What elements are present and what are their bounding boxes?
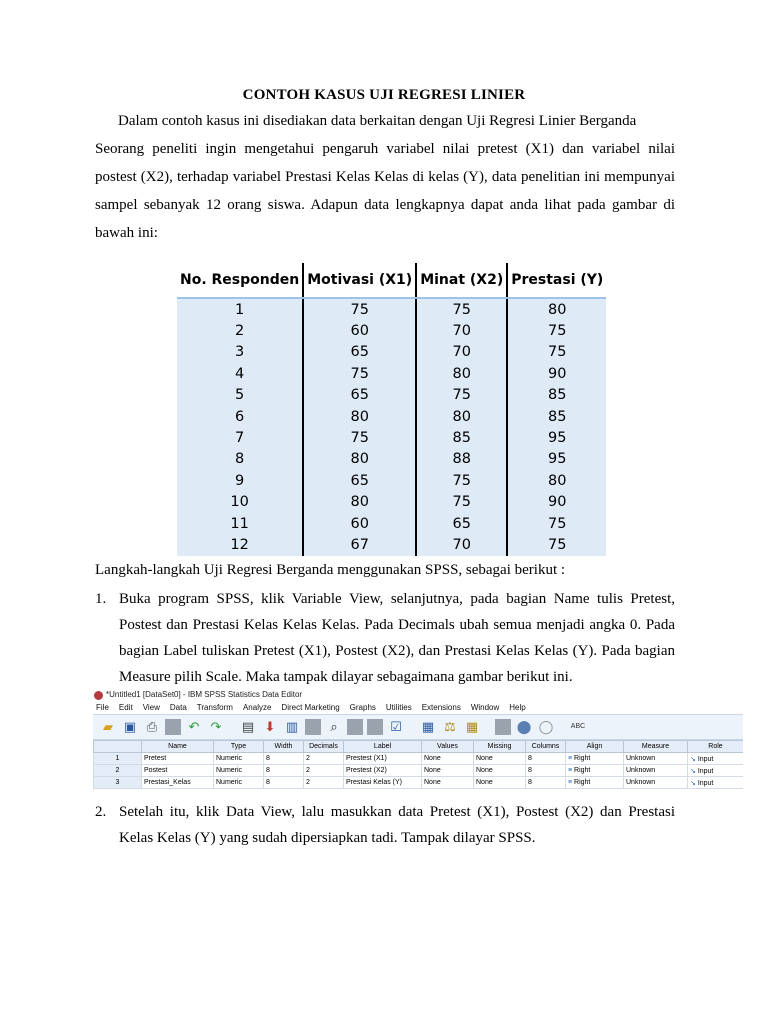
spss-cell[interactable] [566,777,624,789]
table-cell: 75 [507,534,606,555]
spss-column-header[interactable]: Measure [624,741,688,753]
spss-cell[interactable]: None [422,765,474,777]
table-cell: 80 [303,492,416,513]
spss-cell[interactable]: 8 [526,753,566,765]
spss-column-header[interactable]: Role [688,741,744,753]
spss-row [94,765,744,777]
table-cell: 6 [177,406,303,427]
spss-cell[interactable]: None [422,777,474,789]
table-cell: 10 [177,492,303,513]
table-cell: 65 [303,385,416,406]
spss-cell-text: Input [697,767,714,775]
table-cell: 95 [507,449,606,470]
table-cell: 70 [416,320,507,341]
spss-cell[interactable]: 8 [526,777,566,789]
table-cell: 80 [416,363,507,384]
use-sets-icon[interactable]: ▦ [465,719,479,734]
table-cell: 75 [507,342,606,363]
table-row [177,513,606,534]
steps-intro: Langkah-langkah Uji Regresi Berganda menggunakan SPSS, sebagai berikut : [95,562,566,578]
table-cell: 70 [416,342,507,363]
step-line: Measure pilih Scale. Maka tampak dilayar sebagaimana gambar berikut ini. [119,669,573,685]
table-cell: 80 [507,470,606,491]
spss-cell[interactable]: Unknown [624,777,688,789]
spss-column-header[interactable]: Missing [474,741,526,753]
spss-cell[interactable]: 2 [304,753,344,765]
data-table-header-row [177,263,606,298]
table-cell: 85 [507,385,606,406]
table-row [177,470,606,491]
spss-app-icon [94,691,103,700]
spss-cell[interactable] [566,765,624,777]
spss-menu-item[interactable]: Utilities [385,703,412,712]
spss-cell[interactable]: Unknown [624,753,688,765]
spss-cell-text: Input [697,755,714,763]
variables-icon[interactable]: ▥ [285,719,299,734]
spss-cell[interactable]: Numeric [214,753,264,765]
document-title: CONTOH KASUS UJI REGRESI LINIER [242,87,526,103]
intro-line: Seorang peneliti ingin mengetahui pengaruh variabel nilai pretest (X1) dan variabel nilai [95,141,675,157]
role-input-icon: ↘ [690,755,698,763]
spss-cell[interactable]: 8 [526,765,566,777]
spss-cell[interactable]: 8 [264,753,304,765]
spss-cell[interactable]: Unknown [624,765,688,777]
spss-menu-item[interactable]: Data [169,703,187,712]
table-cell: 65 [303,470,416,491]
insert-cases-icon[interactable]: ⌕ [330,719,338,734]
table-cell: 4 [177,363,303,384]
table-cell: 5 [177,385,303,406]
table-cell: 8 [177,449,303,470]
spss-cell[interactable] [688,777,744,789]
spss-cell[interactable]: 8 [264,765,304,777]
align-right-icon: ≡ [568,755,575,762]
spss-column-header[interactable]: Columns [526,741,566,753]
spss-variable-view-table [93,740,743,789]
spss-cell[interactable]: None [474,765,526,777]
table-cell: 75 [303,427,416,448]
intro-line: sampel sebanyak 12 orang siswa. Adapun data lengkapnya dapat anda lihat pada gambar di [95,197,675,213]
header-prestasi: Prestasi (Y) [507,263,606,298]
table-row [177,385,606,406]
split-file-icon[interactable] [367,719,383,735]
table-cell: 65 [416,513,507,534]
spss-cell[interactable]: Numeric [214,777,264,789]
step-number: 2. [95,804,107,820]
spss-cell[interactable]: 8 [264,777,304,789]
step-line: Setelah itu, klik Data View, lalu masukkan data Pretest (X1), Postest (X2) dan Prestasi [119,804,675,820]
table-cell: 12 [177,534,303,555]
spss-row-number[interactable]: 3 [94,777,142,789]
spss-cell-text: Right [574,779,591,786]
step-number: 1. [95,591,107,607]
spss-menubar [93,702,743,714]
table-cell: 85 [416,427,507,448]
table-cell: 75 [416,470,507,491]
spss-menu-item[interactable]: Help [509,703,526,712]
table-row [177,427,606,448]
step-line: Kelas Kelas (Y) yang sudah dipersiapkan tadi. Tampak dilayar SPSS. [119,830,536,846]
spss-cell[interactable]: None [422,753,474,765]
spss-cell[interactable]: Postest [142,765,214,777]
spss-menu-item[interactable]: Extensions [421,703,461,712]
table-cell: 75 [507,320,606,341]
spss-menu-item[interactable]: Graphs [349,703,376,712]
weight-cases-icon[interactable]: ☑ [390,719,402,734]
intro-line: Dalam contoh kasus ini disediakan data berkaitan dengan Uji Regresi Linier Berganda [118,113,637,129]
table-cell: 70 [416,534,507,555]
table-cell: 80 [303,449,416,470]
spss-header-row [94,741,744,753]
table-cell: 75 [507,513,606,534]
spss-cell[interactable] [688,765,744,777]
step-line: Buka program SPSS, klik Variable View, selanjutnya, pada bagian Name tulis Pretest, [119,591,675,607]
table-row [177,298,606,320]
spss-column-header[interactable]: Values [422,741,474,753]
table-row [177,320,606,341]
step-line: Postest dan Prestasi Kelas Kelas Kelas. Pada Decimals ubah semua menjadi angka 0. Pada [119,617,675,633]
table-cell: 75 [416,492,507,513]
role-input-icon: ↘ [690,767,698,775]
goto-variable-icon[interactable]: ⬇ [264,719,276,734]
header-no-responden: No. Responden [177,263,303,298]
redo-icon[interactable]: ↷ [210,719,222,734]
spell-check-icon[interactable]: ABC [570,723,586,730]
spss-cell[interactable]: Prestest (X1) [344,753,422,765]
table-row [177,406,606,427]
spss-cell[interactable]: Numeric [214,765,264,777]
table-cell: 11 [177,513,303,534]
spss-menu-item[interactable]: Analyze [242,703,272,712]
table-row [177,363,606,384]
table-cell: 9 [177,470,303,491]
table-cell: 60 [303,320,416,341]
spss-row [94,777,744,789]
spss-column-header[interactable]: Width [264,741,304,753]
spss-menu-item[interactable]: View [142,703,160,712]
insert-variable-icon[interactable] [347,719,363,735]
spss-window-title: *Untitled1 [DataSet0] - IBM SPSS Statistics Data Editor [106,690,303,699]
table-cell: 2 [177,320,303,341]
spss-column-header[interactable]: Type [214,741,264,753]
spss-menu-item[interactable]: Window [470,703,500,712]
spss-titlebar [93,688,743,702]
spss-cell[interactable] [566,753,624,765]
table-cell: 75 [303,363,416,384]
print-icon[interactable]: ⎙ [146,719,158,734]
spss-menu-item[interactable]: Direct Marketing [281,703,340,712]
align-right-icon: ≡ [568,779,575,786]
spss-cell[interactable]: Prestest (X2) [344,765,422,777]
spss-cell[interactable]: Prestasi_Kelas [142,777,214,789]
spss-cell[interactable]: 2 [304,765,344,777]
data-table [177,263,606,556]
show-all-icon-2[interactable]: ⬤ [516,719,532,734]
table-cell: 67 [303,534,416,555]
spss-cell-text: Right [574,767,591,774]
step-line: bagian Label tuliskan Pretest (X1), Postest (X2), dan Prestasi Kelas Kelas (Y). Pada bagian [119,643,675,659]
spss-menu-item[interactable]: File [96,703,109,712]
spss-column-header[interactable] [94,741,142,753]
header-motivasi: Motivasi (X1) [303,263,416,298]
spss-row-number[interactable]: 1 [94,753,142,765]
table-row [177,449,606,470]
find-icon[interactable] [305,719,321,735]
spss-row [94,753,744,765]
spss-column-header[interactable]: Name [142,741,214,753]
table-cell: 88 [416,449,507,470]
table-cell: 75 [416,298,507,320]
select-cases-icon[interactable]: ▦ [421,719,435,734]
spss-cell[interactable]: 2 [304,777,344,789]
spss-row-number[interactable]: 2 [94,765,142,777]
spss-cell[interactable]: None [474,753,526,765]
table-cell: 85 [507,406,606,427]
spss-cell[interactable]: Prestasi Kelas (Y) [344,777,422,789]
spss-cell[interactable] [688,753,744,765]
align-right-icon: ≡ [568,767,575,774]
table-cell: 90 [507,492,606,513]
table-cell: 7 [177,427,303,448]
table-row [177,492,606,513]
dialog-recall-icon[interactable] [165,719,181,735]
table-cell: 80 [303,406,416,427]
table-cell: 90 [507,363,606,384]
intro-line: postest (X2), terhadap variabel Prestasi Kelas Kelas di kelas (Y), data penelitian ini mempunyai [95,169,675,185]
table-cell: 75 [303,298,416,320]
spss-column-header[interactable]: Label [344,741,422,753]
table-cell: 1 [177,298,303,320]
table-cell: 80 [507,298,606,320]
spss-cell-text: Right [574,755,591,762]
table-cell: 60 [303,513,416,534]
goto-case-icon[interactable]: ▤ [241,719,255,734]
table-cell: 65 [303,342,416,363]
table-cell: 3 [177,342,303,363]
intro-paragraph [95,107,675,247]
intro-line: bawah ini: [95,225,158,241]
table-cell: 95 [507,427,606,448]
table-row [177,534,606,555]
save-icon[interactable]: ▣ [123,719,137,734]
spss-cell-text: Input [697,779,714,787]
open-folder-icon[interactable]: ▰ [103,719,113,734]
spss-menu-item[interactable]: Edit [118,703,133,712]
spss-screenshot [93,688,743,794]
spss-cell[interactable]: None [474,777,526,789]
table-cell: 75 [416,385,507,406]
show-all-icon[interactable] [495,719,511,735]
circles-icon[interactable]: ◯ [538,719,554,734]
spss-cell[interactable]: Pretest [142,753,214,765]
spss-menu-item[interactable]: Transform [196,703,233,712]
spss-toolbar [93,714,743,740]
role-input-icon: ↘ [690,779,698,787]
spss-column-header[interactable]: Decimals [304,741,344,753]
spss-column-header[interactable]: Align [566,741,624,753]
undo-icon[interactable]: ↶ [188,719,200,734]
table-cell: 80 [416,406,507,427]
table-row [177,342,606,363]
value-labels-icon[interactable]: ⚖ [444,719,456,734]
header-minat: Minat (X2) [416,263,507,298]
